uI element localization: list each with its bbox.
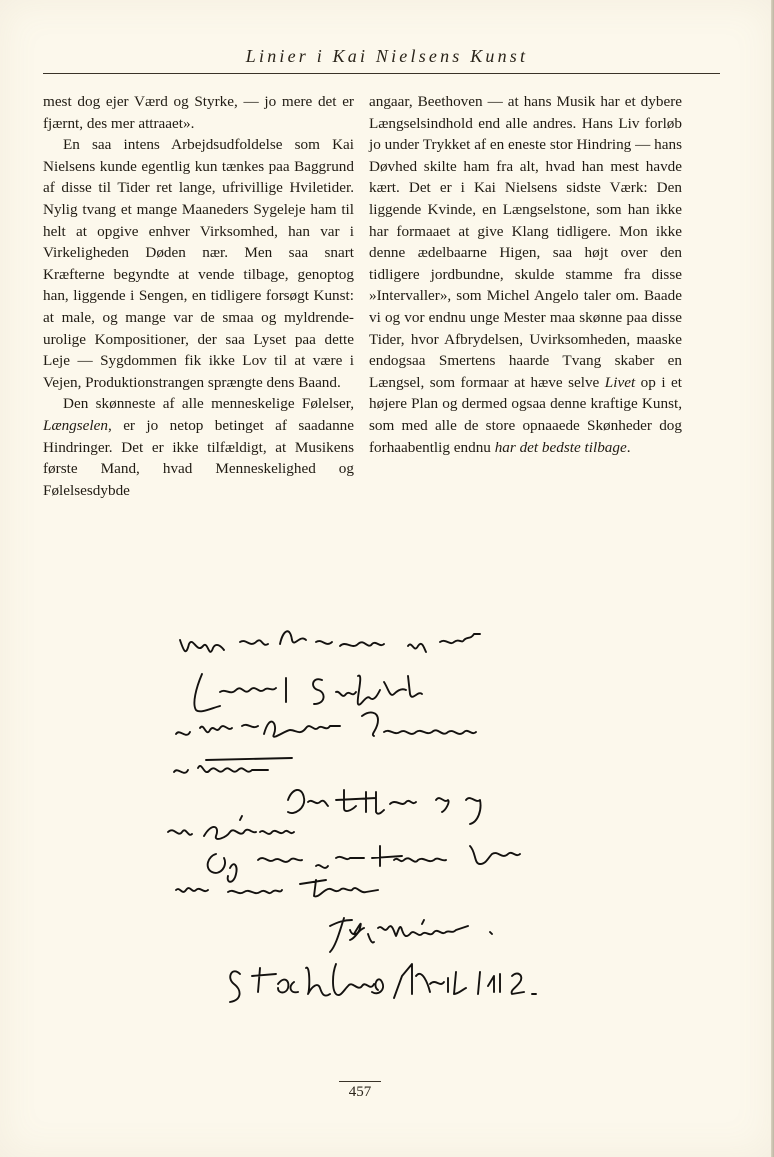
page-number: 457	[348, 1084, 372, 1100]
handwriting-line-3	[176, 713, 476, 737]
italic-term: Længselen	[43, 416, 108, 434]
folio-rule	[339, 1081, 381, 1082]
place-date-line	[230, 964, 536, 1002]
paragraph	[43, 393, 354, 501]
text-span: Den skønneste af alle menneskelige Følelser,	[63, 395, 354, 413]
italic-term: Livet	[604, 373, 636, 391]
handwriting-line-5	[288, 790, 481, 824]
italic-phrase: har det bedste tilbage	[494, 438, 627, 456]
signature-line	[330, 918, 492, 952]
text-column-right	[369, 91, 682, 458]
handwriting-line-8	[176, 880, 378, 896]
text-span: , er jo netop betinget af saadanne Hindringer. Det er ikke tilfældigt, at Musikens første Mand, hvad Menneskelighed og Følelsesdybde	[43, 416, 354, 499]
handwriting-line-1	[180, 631, 480, 652]
handwriting-line-4	[174, 758, 292, 773]
handwriting-line-2	[194, 674, 422, 711]
running-head: Linier i Kai Nielsens Kunst	[245, 46, 529, 66]
handwriting-image	[140, 622, 600, 1022]
text-span: angaar, Beethoven — at hans Musik har et dybere Længselsindhold end alle andres. Hans Liv forløb jo under Trykket af en eneste stor Hindring — hans Døvhed skilte ham fra alt, hvad han mest havde kært. Det er i Kai Nielsens sidste Værk: Den liggende Kvinde, en Længselstone, som han ikke har formaaet at give Klang tidligere. Mon ikke denne ædelbaarne Higen, saa højt over den tidligere jordbundne, skulde stamme fra disse »Intervaller», som Michel Angelo taler om. Baade vi og vor endnu unge Mester maa skønne paa disse Tider, hvor Afbrydelsen, Uvirksomheden, maaske endogsaa Smertens haarde Tvang skaber en Længsel, som formaar at hæve selve	[369, 93, 682, 391]
text-span: .	[626, 438, 631, 456]
handwriting-line-7	[208, 846, 520, 882]
paragraph: En saa intens Arbejdsudfoldelse som Kai Nielsens kunde egentlig kun tænkes paa Baggrund af disse til Tider ret lange, ufrivillige Hviletider. Nylig tvang et mange Maaneders Sygeleje ham til helt at opgive enhver Virksomhed, han var i Virkeligheden Døden nær. Men saa snart Kræfterne begyndte at vende tilbage, genoptog han, liggende i Sengen, en tidligere forsøgt Kunst: at male, og mange var de smaa og myldrende-urolige Kompositioner, der saa Lyset paa dette Leje — Sygdommen fik ikke Lov til at være i Vejen, Produktionstrangen sprængte dens Baand.	[43, 136, 354, 391]
handwriting-line-6	[168, 816, 294, 839]
header-rule	[43, 73, 720, 74]
handwritten-note	[140, 622, 600, 1022]
text-span: op i et højere Plan og dermed ogsaa denne kraftige Kunst, som med alle de store opnaaede Skønheder dog forhaabentlig endnu	[369, 373, 682, 456]
paragraph: mest dog ejer Værd og Styrke, — jo mere det er fjærnt, des mer attraaet».	[43, 93, 354, 132]
text-column-left	[43, 91, 354, 501]
paragraph	[369, 91, 682, 458]
